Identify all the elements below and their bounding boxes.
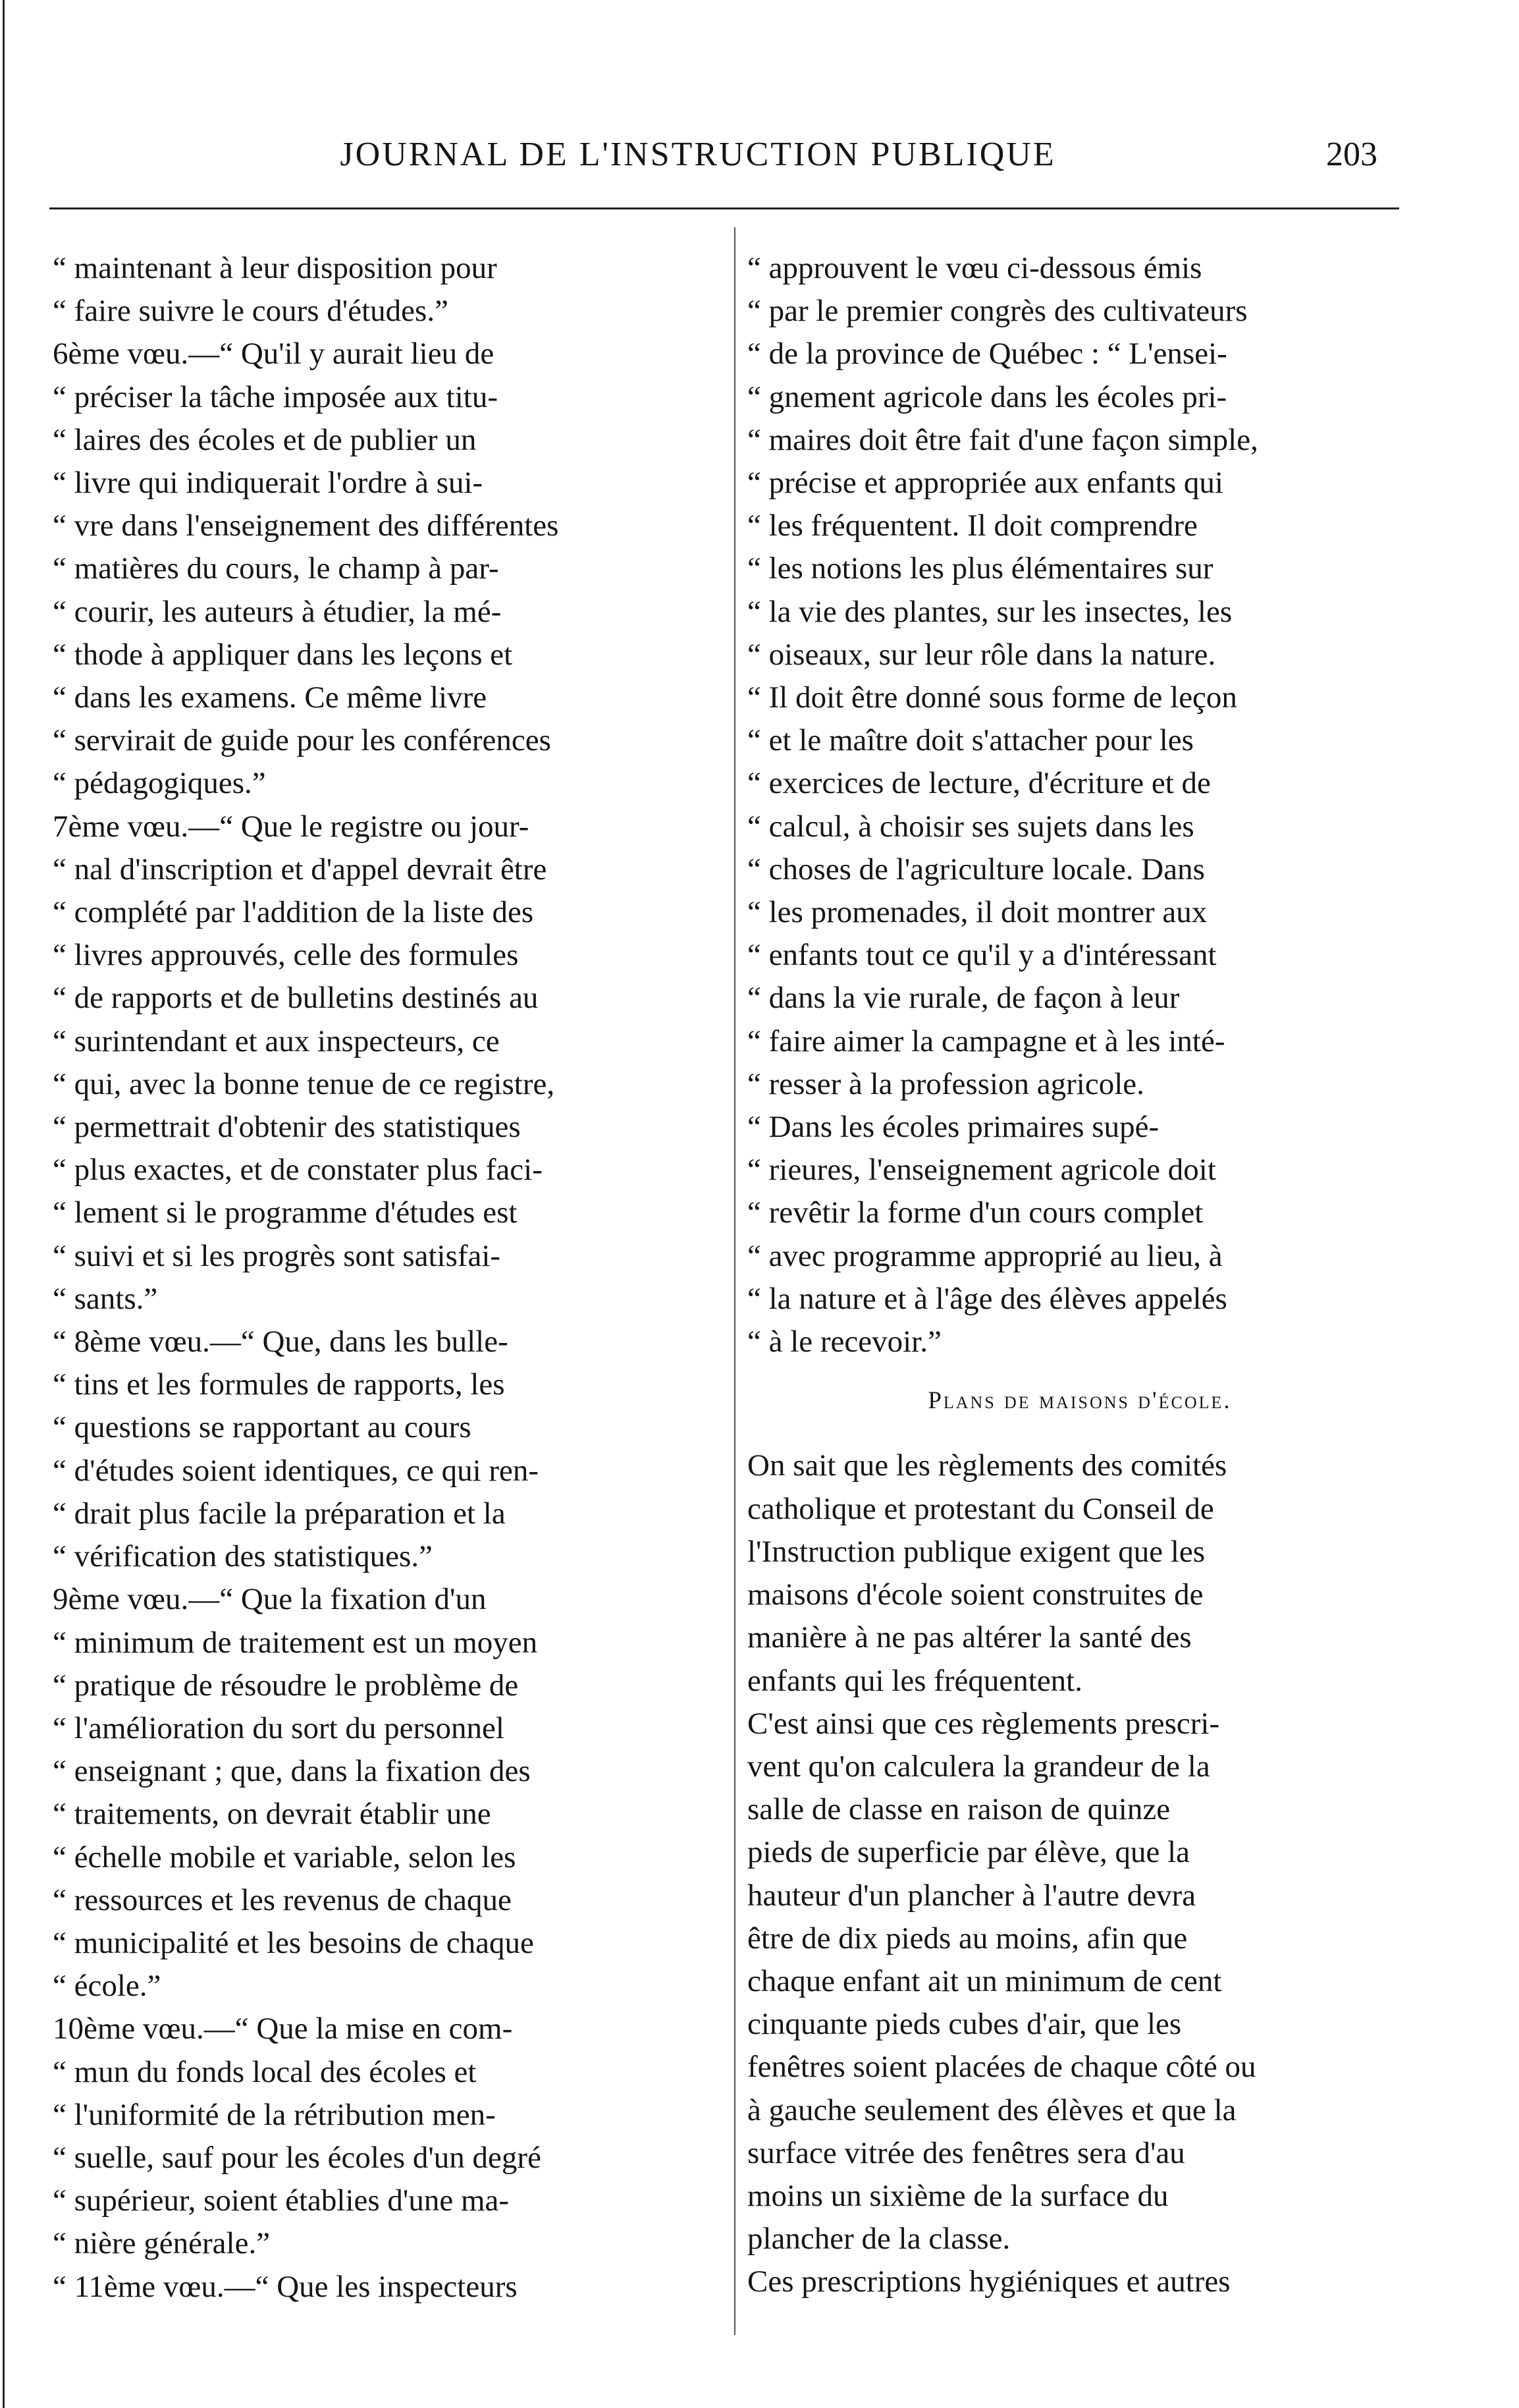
text-line: “ permettrait d'obtenir des statistiques xyxy=(53,1110,521,1145)
text-line: catholique et protestant du Conseil de xyxy=(747,1491,1214,1526)
text-line: “ choses de l'agriculture locale. Dans xyxy=(747,852,1205,887)
text-line: chaque enfant ait un minimum de cent xyxy=(747,1963,1222,1998)
text-line: fenêtres soient placées de chaque côté ou xyxy=(747,2050,1256,2085)
text-line: “ Dans les écoles primaires supé- xyxy=(747,1110,1159,1145)
text-line: l'Instruction publique exigent que les xyxy=(747,1534,1206,1569)
text-line: “ nal d'inscription et d'appel devrait être xyxy=(53,852,547,887)
text-line: manière à ne pas altérer la santé des xyxy=(747,1620,1192,1655)
right-column xyxy=(747,247,1412,2304)
text-line: “ nière générale.” xyxy=(53,2226,271,2261)
text-line: “ enseignant ; que, dans la fixation des xyxy=(53,1754,531,1789)
text-line: “ questions se rapportant au cours xyxy=(53,1410,471,1445)
text-line: “ revêtir la forme d'un cours complet xyxy=(747,1195,1204,1230)
text-line: “ école.” xyxy=(53,1969,161,2004)
text-line: “ rieures, l'enseignement agricole doit xyxy=(747,1153,1216,1188)
text-line: hauteur d'un plancher à l'autre devra xyxy=(747,1878,1196,1913)
text-line: plancher de la classe. xyxy=(747,2222,1011,2257)
header-rule xyxy=(49,207,1399,209)
text-line: “ de rapports et de bulletins destinés au xyxy=(53,981,539,1016)
text-line: “ minimum de traitement est un moyen xyxy=(53,1625,538,1660)
page-edge-line xyxy=(3,0,5,2408)
text-line: “ municipalité et les besoins de chaque xyxy=(53,1925,534,1960)
text-line: “ préciser la tâche imposée aux titu- xyxy=(53,379,498,414)
text-line: “ la nature et à l'âge des élèves appelés xyxy=(747,1281,1227,1316)
text-line: “ faire suivre le cours d'études.” xyxy=(53,294,448,329)
page-number: 203 xyxy=(1326,136,1377,173)
text-line: “ drait plus facile la préparation et la xyxy=(53,1496,506,1531)
text-line: cinquante pieds cubes d'air, que les xyxy=(747,2007,1182,2042)
text-line: “ 11ème vœu.—“ Que les inspecteurs xyxy=(53,2269,518,2304)
text-line: “ l'amélioration du sort du personnel xyxy=(53,1710,504,1745)
text-line: “ suelle, sauf pour les écoles d'un degré xyxy=(53,2140,541,2175)
text-line: surface vitrée des fenêtres sera d'au xyxy=(747,2135,1185,2170)
text-line: “ servirait de guide pour les conférences xyxy=(53,723,551,758)
text-line: “ avec programme approprié au lieu, à xyxy=(747,1238,1223,1273)
text-line: 6ème vœu.—“ Qu'il y aurait lieu de xyxy=(53,337,494,371)
text-line: “ surintendant et aux inspecteurs, ce xyxy=(53,1024,500,1058)
text-line: “ oiseaux, sur leur rôle dans la nature. xyxy=(747,637,1216,672)
text-line: “ sants.” xyxy=(53,1281,158,1316)
text-line: “ les promenades, il doit montrer aux xyxy=(747,895,1208,930)
text-line: “ traitements, on devrait établir une xyxy=(53,1797,491,1832)
text-line: C'est ainsi que ces règlements prescri- xyxy=(747,1706,1220,1741)
text-line: “ courir, les auteurs à étudier, la mé- xyxy=(53,594,502,629)
text-line: “ pédagogiques.” xyxy=(53,766,266,801)
text-line: pieds de superficie par élève, que la xyxy=(747,1835,1190,1870)
text-line: “ vérification des statistiques.” xyxy=(53,1539,433,1574)
text-line: “ l'uniformité de la rétribution men- xyxy=(53,2097,496,2132)
text-line: “ approuvent le vœu ci-dessous émis xyxy=(747,251,1202,285)
text-line: 10ème vœu.—“ Que la mise en com- xyxy=(53,2011,513,2046)
text-line: “ ressources et les revenus de chaque xyxy=(53,1882,512,1917)
text-line: “ matières du cours, le champ à par- xyxy=(53,551,499,586)
text-line: “ complété par l'addition de la liste des xyxy=(53,895,534,930)
text-line: “ lement si le programme d'études est xyxy=(53,1195,518,1230)
text-line: “ supérieur, soient établies d'une ma- xyxy=(53,2183,510,2218)
text-line: “ vre dans l'enseignement des différentes xyxy=(53,508,559,543)
text-line: maisons d'école soient construites de xyxy=(747,1577,1204,1612)
text-line: “ resser à la profession agricole. xyxy=(747,1066,1144,1101)
text-line: “ gnement agricole dans les écoles pri- xyxy=(747,379,1227,414)
text-line: “ la vie des plantes, sur les insectes, les xyxy=(747,594,1233,629)
text-line: “ mun du fonds local des écoles et xyxy=(53,2054,477,2089)
text-line: “ 8ème vœu.—“ Que, dans les bulle- xyxy=(53,1325,508,1359)
text-line: “ livres approuvés, celle des formules xyxy=(53,938,519,973)
text-line: “ maintenant à leur disposition pour xyxy=(53,251,497,285)
text-line: être de dix pieds au moins, afin que xyxy=(747,1921,1188,1956)
left-column xyxy=(53,247,711,2309)
text-line: salle de classe en raison de quinze xyxy=(747,1792,1171,1827)
text-line: “ dans la vie rurale, de façon à leur xyxy=(747,981,1180,1016)
text-line: “ par le premier congrès des cultivateurs xyxy=(747,294,1248,329)
text-line: “ enfants tout ce qu'il y a d'intéressant xyxy=(747,938,1217,973)
text-line: “ laires des écoles et de publier un xyxy=(53,422,477,457)
text-line: “ pratique de résoudre le problème de xyxy=(53,1668,519,1703)
text-line: à gauche seulement des élèves et que la xyxy=(747,2093,1237,2127)
text-line: “ livre qui indiquerait l'ordre à sui- xyxy=(53,466,483,501)
text-line: “ les fréquentent. Il doit comprendre xyxy=(747,508,1198,543)
text-line: “ suivi et si les progrès sont satisfai- xyxy=(53,1238,501,1273)
text-line: 9ème vœu.—“ Que la fixation d'un xyxy=(53,1582,487,1617)
running-head: JOURNAL DE L'INSTRUCTION PUBLIQUE xyxy=(340,136,1056,173)
text-line: “ dans les examens. Ce même livre xyxy=(53,680,487,715)
text-line: “ faire aimer la campagne et à les inté- xyxy=(747,1024,1225,1058)
text-line: “ calcul, à choisir ses sujets dans les xyxy=(747,809,1194,844)
text-line: 7ème vœu.—“ Que le registre ou jour- xyxy=(53,809,529,844)
text-line: vent qu'on calculera la grandeur de la xyxy=(747,1749,1210,1784)
text-line: “ maires doit être fait d'une façon simple, xyxy=(747,422,1258,457)
text-line: enfants qui les fréquentent. xyxy=(747,1663,1082,1698)
text-line: “ à le recevoir.” xyxy=(747,1325,942,1359)
text-line: “ exercices de lecture, d'écriture et de xyxy=(747,766,1211,801)
text-line: “ Il doit être donné sous forme de leçon xyxy=(747,680,1237,715)
text-line: “ d'études soient identiques, ce qui ren- xyxy=(53,1453,539,1488)
text-line: “ échelle mobile et variable, selon les xyxy=(53,1840,516,1874)
text-line: moins un sixième de la surface du xyxy=(747,2178,1169,2213)
text-line: “ les notions les plus élémentaires sur xyxy=(747,551,1213,586)
text-line: “ de la province de Québec : “ L'ensei- xyxy=(747,337,1227,371)
text-line: “ précise et appropriée aux enfants qui xyxy=(747,466,1223,501)
text-line: “ tins et les formules de rapports, les xyxy=(53,1367,505,1402)
text-line: “ et le maître doit s'attacher pour les xyxy=(747,723,1194,758)
text-line: “ qui, avec la bonne tenue de ce registre, xyxy=(53,1066,555,1101)
section-heading: Plans de maisons d'école. xyxy=(928,1387,1232,1415)
text-line: “ plus exactes, et de constater plus faci- xyxy=(53,1153,543,1188)
text-line: “ thode à appliquer dans les leçons et xyxy=(53,637,513,672)
text-line: Ces prescriptions hygiéniques et autres xyxy=(747,2264,1231,2299)
text-line: On sait que les règlements des comités xyxy=(747,1448,1227,1483)
column-divider xyxy=(734,227,735,2335)
